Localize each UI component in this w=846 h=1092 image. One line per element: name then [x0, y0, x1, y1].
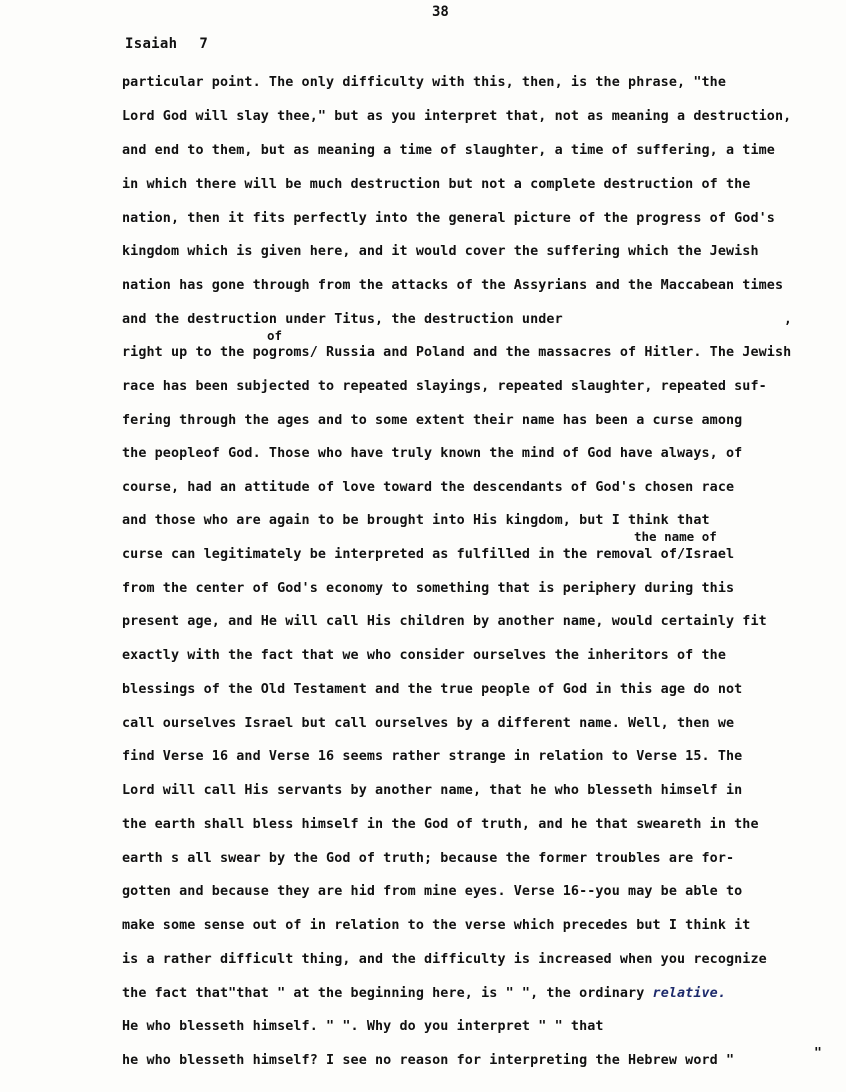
text-line-4: in which there will be much destruction but not a complete destruction of the	[122, 177, 751, 192]
text-line-28-annotation: relative.	[652, 986, 726, 1001]
text-line-10: race has been subjected to repeated slayings, repeated slaughter, repeated suf-	[122, 379, 767, 394]
text-line-13: course, had an attitude of love toward the descendants of God's chosen race	[122, 480, 735, 495]
text-line-7: nation has gone through from the attacks of the Assyrians and the Maccabean times	[122, 278, 784, 293]
text-line-22: Lord will call His servants by another name, that he who blesseth himself in	[122, 783, 743, 798]
text-line-9: right up to the pogroms/ Russia and Poland and the massacres of Hitler. The Jewish	[122, 345, 792, 360]
text-line-23: the earth shall bless himself in the God of truth, and he that sweareth in the	[122, 817, 759, 832]
text-line-28	[122, 985, 726, 1003]
text-line-15: curse can legitimately be interpreted as fulfilled in the removal of/Israel	[122, 547, 735, 562]
text-line-6: kingdom which is given here, and it would cover the suffering which the Jewish	[122, 244, 759, 259]
text-line-24: earth s all swear by the God of truth; because the former troubles are for-	[122, 851, 735, 866]
margin-mark-line-30: "	[814, 1046, 822, 1061]
text-line-14: and those who are again to be brought into His kingdom, but I think that	[122, 513, 710, 528]
text-line-18: exactly with the fact that we who consider ourselves the inheritors of the	[122, 648, 726, 663]
text-line-17: present age, and He will call His children by another name, would certainly fit	[122, 614, 767, 629]
text-line-16: from the center of God's economy to something that is periphery during this	[122, 581, 735, 596]
text-line-29: He who blesseth himself. " ". Why do you interpret " " that	[122, 1019, 604, 1034]
text-line-30: he who blesseth himself? I see no reason for interpreting the Hebrew word "	[122, 1053, 735, 1068]
text-line-20: call ourselves Israel but call ourselves by a different name. Well, then we	[122, 716, 735, 731]
text-line-8: and the destruction under Titus, the destruction under	[122, 312, 563, 327]
text-line-2: Lord God will slay thee," but as you interpret that, not as meaning a destruction,	[122, 109, 792, 124]
page-number: 38	[432, 4, 449, 20]
text-line-19: blessings of the Old Testament and the true people of God in this age do not	[122, 682, 743, 697]
text-line-11: fering through the ages and to some extent their name has been a curse among	[122, 413, 743, 428]
text-line-3: and end to them, but as meaning a time of slaughter, a time of suffering, a time	[122, 143, 775, 158]
text-line-27: is a rather difficult thing, and the difficulty is increased when you recognize	[122, 952, 767, 967]
text-line-26: make some sense out of in relation to the verse which precedes but I think it	[122, 918, 751, 933]
text-line-5: nation, then it fits perfectly into the general picture of the progress of God's	[122, 211, 775, 226]
header-chapter: 7	[199, 36, 209, 52]
interlinear-insertion-the-name-of: the name of	[634, 529, 717, 544]
text-line-25: gotten and because they are hid from mine eyes. Verse 16--you may be able to	[122, 884, 743, 899]
header-book: Isaiah	[125, 36, 178, 52]
page-header	[125, 36, 208, 52]
text-line-1: particular point. The only difficulty with this, then, is the phrase, "the	[122, 75, 726, 90]
margin-mark-line-8: ,	[784, 312, 792, 327]
text-line-12: the peopleof God. Those who have truly known the mind of God have always, of	[122, 446, 743, 461]
interlinear-insertion-of: of	[267, 328, 283, 343]
text-line-21: find Verse 16 and Verse 16 seems rather strange in relation to Verse 15. The	[122, 749, 743, 764]
text-line-28-main: the fact that"that " at the beginning here, is " ", the ordinary	[122, 986, 645, 1001]
